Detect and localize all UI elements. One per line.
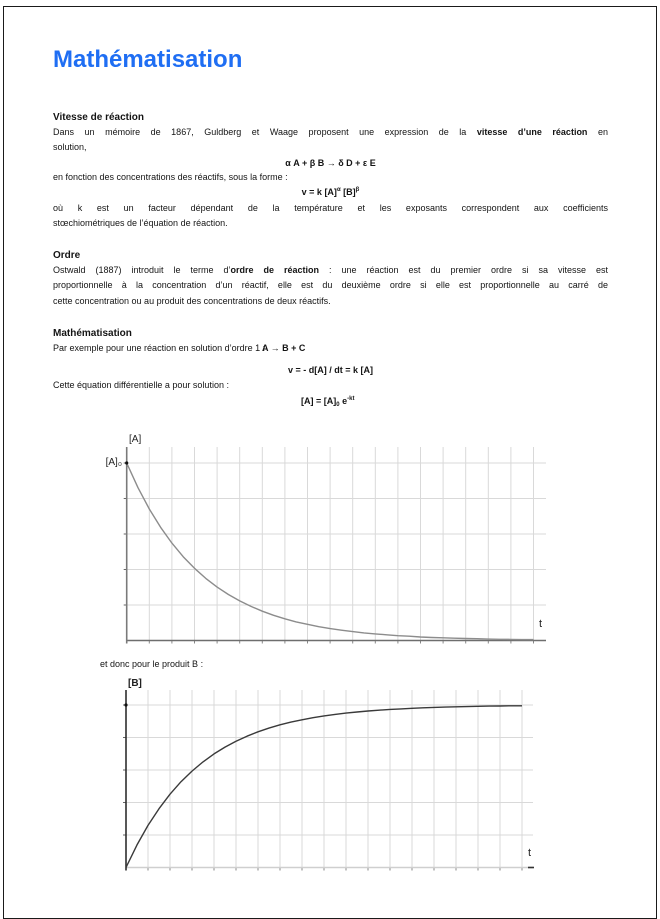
paragraph-line: où k est un facteur dépendant de la température et les exposants correspondent aux coefficients bbox=[53, 202, 608, 213]
rate-law-part: [B] bbox=[340, 186, 356, 197]
chart2-y-axis-label: [B] bbox=[128, 678, 142, 689]
exponent-beta: β bbox=[355, 186, 360, 193]
paragraph-line: cette concentration ou au produit des concentrations de deux réactifs. bbox=[53, 295, 331, 306]
section-heading-vitesse: Vitesse de réaction bbox=[53, 111, 144, 123]
chart1-x-axis-label: t bbox=[539, 618, 543, 630]
exponent-minus-kt: -kt bbox=[347, 395, 355, 402]
paragraph-line: proportionnelle à la concentration d’un réactif, elle est du deuxième ordre si elle est proportionnelle au carré de bbox=[53, 279, 608, 290]
section-heading-mathematisation: Mathématisation bbox=[53, 327, 132, 339]
paragraph-line bbox=[53, 263, 608, 278]
solution-equation bbox=[301, 394, 354, 409]
paragraph-line: et donc pour le produit B : bbox=[100, 658, 204, 669]
chart1-y-top-label: [A]₀ bbox=[105, 457, 122, 468]
rate-law-equation bbox=[53, 185, 608, 200]
solution-part: [A] = [A] bbox=[301, 395, 337, 406]
reaction-equation: α A + β B → δ D + ε E bbox=[285, 157, 376, 168]
section-heading-ordre: Ordre bbox=[53, 249, 81, 261]
page-title: Mathématisation bbox=[53, 46, 243, 73]
paragraph-line: stœchiométriques de l’équation de réaction. bbox=[53, 217, 228, 228]
chart1-y-axis-label: [A] bbox=[129, 434, 142, 445]
paragraph-line: Cette équation différentielle a pour solution : bbox=[53, 379, 229, 390]
rate-law-part: v = k [A] bbox=[301, 186, 337, 197]
paragraph-line: solution, bbox=[53, 141, 87, 152]
text: : une réaction est du premier ordre si sa vitesse est bbox=[319, 264, 608, 275]
bold-term: vitesse d’une réaction bbox=[476, 126, 588, 137]
paragraph-line: en fonction des concentrations des réactifs, sous la forme : bbox=[53, 171, 288, 182]
paragraph-line: Par exemple pour une réaction en solution d’ordre 1 : bbox=[53, 342, 266, 353]
text: Dans un mémoire de 1867, Guldberg et Waage proposent une expression de la bbox=[53, 126, 477, 137]
example-reaction: A → B + C bbox=[262, 342, 306, 353]
differential-equation: v = - d[A] / dt = k [A] bbox=[287, 364, 373, 375]
paragraph-line bbox=[53, 125, 608, 140]
bold-term: ordre de réaction bbox=[230, 264, 320, 275]
text: en bbox=[587, 126, 608, 137]
chart2-x-axis-label: t bbox=[528, 847, 532, 859]
exponent-alpha: α bbox=[336, 186, 341, 193]
subscript-zero: 0 bbox=[336, 401, 340, 408]
solution-part: e bbox=[339, 395, 348, 406]
text: Ostwald (1887) introduit le terme d’ bbox=[53, 264, 231, 275]
